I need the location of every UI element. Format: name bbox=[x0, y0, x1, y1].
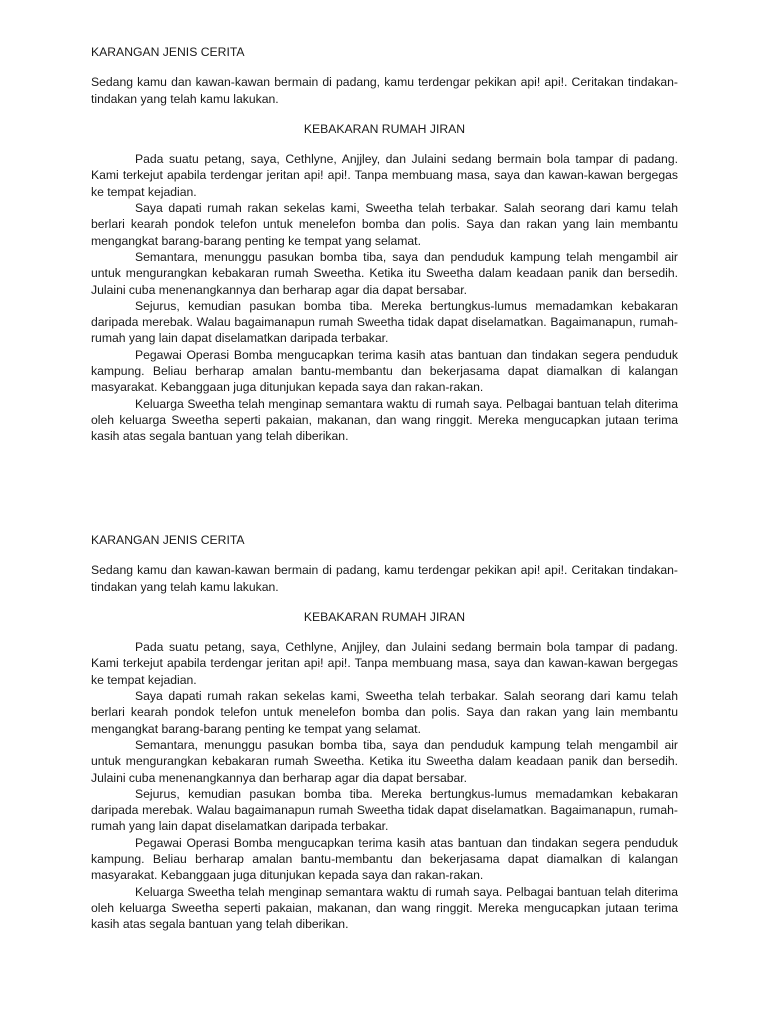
story-paragraph: Saya dapati rumah rakan sekelas kami, Sweetha telah terbakar. Salah seorang dari kamu telah berlari kearah pondok telefon untuk menelefon bomba dan polis. Saya dan rakan yang lain membantu mengangkat barang-barang penting ke tempat yang selamat. bbox=[91, 201, 678, 248]
story-paragraph: Saya dapati rumah rakan sekelas kami, Sweetha telah terbakar. Salah seorang dari kamu telah berlari kearah pondok telefon untuk menelefon bomba dan polis. Saya dan rakan yang lain membantu mengangkat barang-barang penting ke tempat yang selamat. bbox=[91, 689, 678, 736]
essay-type-heading: KARANGAN JENIS CERITA bbox=[91, 45, 245, 59]
story-paragraph: Keluarga Sweetha telah menginap semantara waktu di rumah saya. Pelbagai bantuan telah diterima oleh keluarga Sweetha seperti pakaian, makanan, dan wang ringgit. Mereka mengucapkan jutaan terima kasih atas segala bantuan yang telah diberikan. bbox=[91, 396, 678, 444]
story-body bbox=[91, 639, 678, 932]
story-title: KEBAKARAN RUMAH JIRAN bbox=[303, 121, 466, 136]
story-paragraph: Sejurus, kemudian pasukan bomba tiba. Mereka bertungkus-lumus memadamkan kebakaran daripada merebak. Walau bagaimanapun rumah Sweetha tidak dapat diselamatkan. Bagaimanapun, rumah-rumah yang lain dapat diselamatkan daripada terbakar. bbox=[91, 786, 678, 834]
story-paragraph: Keluarga Sweetha telah menginap semantara waktu di rumah saya. Pelbagai bantuan telah diterima oleh keluarga Sweetha seperti pakaian, makanan, dan wang ringgit. Mereka mengucapkan jutaan terima kasih atas segala bantuan yang telah diberikan. bbox=[91, 884, 678, 932]
story-body bbox=[91, 151, 678, 444]
story-paragraph: Pada suatu petang, saya, Cethlyne, Anjjley, dan Julaini sedang bermain bola tampar di padang. Kami terkejut apabila terdengar jeritan api! api!. Tanpa membuang masa, saya dan kawan-kawan bergegas ke tempat kejadian. bbox=[91, 640, 678, 687]
story-paragraph: Pegawai Operasi Bomba mengucapkan terima kasih atas bantuan dan tindakan segera penduduk kampung. Beliau berharap amalan bantu-membantu dan bekerjasama dapat diamalkan di kalangan masyarakat. Kebanggaan juga ditunjukan kepada saya dan rakan-rakan. bbox=[91, 835, 678, 883]
essay-prompt: Sedang kamu dan kawan-kawan bermain di padang, kamu terdengar pekikan api! api!. Ceritakan tindakan-tindakan yang telah kamu lakukan. bbox=[91, 563, 678, 594]
essay-prompt: Sedang kamu dan kawan-kawan bermain di padang, kamu terdengar pekikan api! api!. Ceritakan tindakan-tindakan yang telah kamu lakukan. bbox=[91, 75, 678, 106]
story-paragraph: Sejurus, kemudian pasukan bomba tiba. Mereka bertungkus-lumus memadamkan kebakaran daripada merebak. Walau bagaimanapun rumah Sweetha tidak dapat diselamatkan. Bagaimanapun, rumah-rumah yang lain dapat diselamatkan daripada terbakar. bbox=[91, 298, 678, 346]
story-paragraph: Pada suatu petang, saya, Cethlyne, Anjjley, dan Julaini sedang bermain bola tampar di padang. Kami terkejut apabila terdengar jeritan api! api!. Tanpa membuang masa, saya dan kawan-kawan bergegas ke tempat kejadian. bbox=[91, 152, 678, 199]
essay-block bbox=[91, 532, 678, 933]
story-title: KEBAKARAN RUMAH JIRAN bbox=[303, 609, 466, 624]
story-paragraph: Semantara, menunggu pasukan bomba tiba, saya dan penduduk kampung telah mengambil air untuk mengurangkan kebakaran rumah Sweetha. Ketika itu Sweetha dalam keadaan panik dan bersedih. Julaini cuba menenangkannya dan berharap agar dia dapat bersabar. bbox=[91, 249, 678, 297]
story-paragraph: Pegawai Operasi Bomba mengucapkan terima kasih atas bantuan dan tindakan segera penduduk kampung. Beliau berharap amalan bantu-membantu dan bekerjasama dapat diamalkan di kalangan masyarakat. Kebanggaan juga ditunjukan kepada saya dan rakan-rakan. bbox=[91, 347, 678, 395]
essay-type-heading: KARANGAN JENIS CERITA bbox=[91, 533, 245, 547]
story-paragraph: Semantara, menunggu pasukan bomba tiba, saya dan penduduk kampung telah mengambil air untuk mengurangkan kebakaran rumah Sweetha. Ketika itu Sweetha dalam keadaan panik dan bersedih. Julaini cuba menenangkannya dan berharap agar dia dapat bersabar. bbox=[91, 737, 678, 785]
essay-block bbox=[91, 44, 678, 445]
